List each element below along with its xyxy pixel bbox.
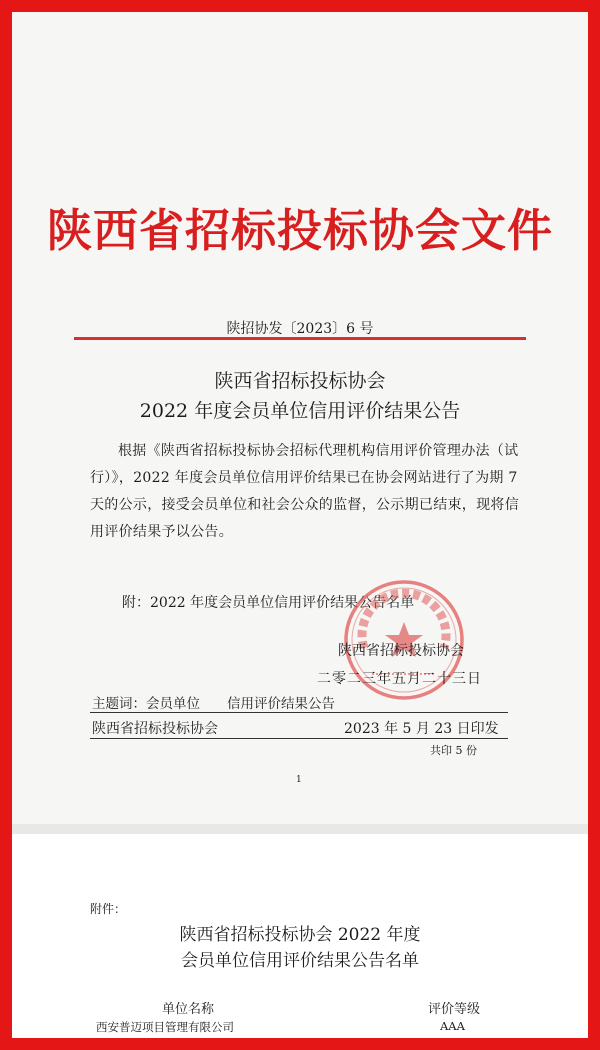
signature-date: 二零二三年五月二十三日: [317, 671, 482, 687]
page-gap: [12, 824, 588, 834]
list-title-line2: 会员单位信用评价结果公告名单: [181, 951, 419, 971]
notice-heading-line2: 2022 年度会员单位信用评价结果公告: [139, 400, 461, 422]
page-number: 1: [296, 775, 302, 785]
document-page-2: [12, 834, 588, 1038]
list-title-line1: 陕西省招标投标协会 2022 年度: [179, 925, 421, 945]
table-row-name: 西安普迈项目管理有限公司: [96, 1020, 234, 1034]
keywords-row: [92, 692, 335, 712]
column-header-grade: 评价等级: [428, 1002, 481, 1017]
keywords-value: 会员单位 信用评价结果公告: [146, 696, 335, 712]
issuer-rule: [90, 738, 508, 739]
red-header-rule: [74, 337, 526, 340]
issue-date: 2023 年 5 月 23 日印发: [344, 721, 499, 737]
notice-body-paragraph: 根据《陕西省招标投标协会招标代理机构信用评价管理办法（试行）》，2022 年度会员单位信用评价结果已在协会网站进行了为期 7 天的公示，接受会员单位和社会公众的监督，公示期已结束，现将信用评价结果予以公告。: [90, 443, 519, 540]
notice-body: [90, 438, 520, 546]
table-row-grade: AAA: [440, 1019, 465, 1033]
notice-heading-line1: 陕西省招标投标协会: [214, 370, 386, 392]
attachment-label: 附件：: [90, 902, 127, 916]
issuer-name: 陕西省招标投标协会: [92, 721, 218, 737]
org-header-title: 陕西省招标投标协会文件: [46, 204, 553, 257]
signature-org: 陕西省招标投标协会: [338, 643, 464, 659]
document-page-1: [12, 12, 588, 824]
keywords-rule: [90, 712, 508, 713]
copies-count: 共印 5 份: [430, 744, 477, 757]
document-number: 陕招协发〔2023〕6 号: [226, 321, 374, 337]
column-header-name: 单位名称: [162, 1002, 215, 1017]
keywords-label: 主题词：: [92, 696, 146, 712]
attachment-note: 附：2022 年度会员单位信用评价结果公告名单: [122, 595, 415, 611]
document-frame: [12, 12, 588, 1038]
